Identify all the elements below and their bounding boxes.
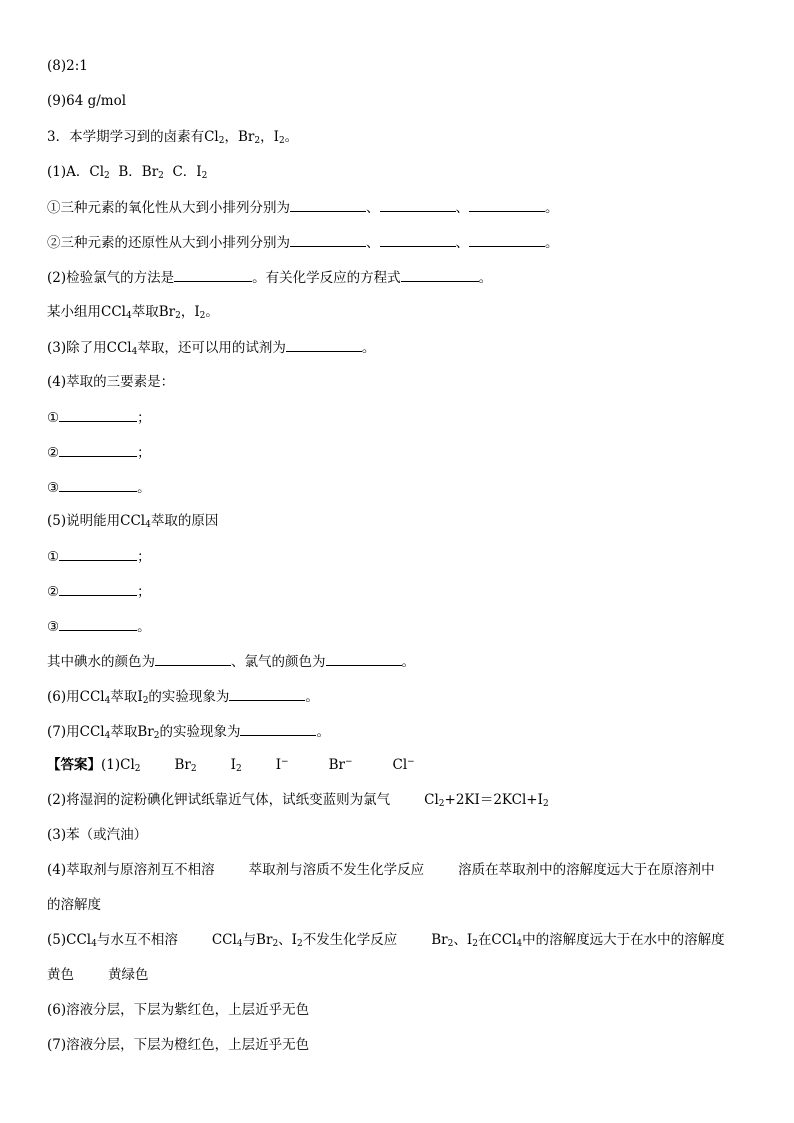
answer-8: (8)2:1 bbox=[47, 58, 88, 74]
question-3-intro: 3．本学期学习到的卤素有$Cl_2$，$Br_2$，$I_2$。 bbox=[47, 129, 299, 146]
answer-colors: 黄色 黄绿色 bbox=[47, 967, 149, 983]
answer-blank[interactable] bbox=[469, 197, 545, 212]
answer-blank[interactable] bbox=[59, 616, 137, 631]
part-5-item-1: ① ； bbox=[47, 546, 151, 567]
answer-blank[interactable] bbox=[59, 546, 137, 561]
answer-blank[interactable] bbox=[290, 197, 366, 212]
group-statement: 某小组用CCl$_4$萃取$Br_2$，$I_2$。 bbox=[47, 304, 219, 321]
question-3-part-1b: ②三种元素的还原性从大到小排列分别为 、 、 。 bbox=[47, 232, 559, 253]
answer-blank[interactable] bbox=[286, 337, 362, 352]
answer-part-2: (2)将湿润的淀粉碘化钾试纸靠近气体，试纸变蓝则为氯气 $Cl_2+2KI=2KCl+I_2$ bbox=[47, 792, 549, 809]
question-3-part-2: (2)检验氯气的方法是 。有关化学反应的方程式 。 bbox=[47, 267, 492, 288]
answer-blank[interactable] bbox=[155, 651, 231, 666]
part-5-item-3: ③ 。 bbox=[47, 616, 151, 637]
answer-blank[interactable] bbox=[401, 267, 479, 282]
question-3-part-7: (7)用CCl$_4$萃取$Br_2$的实验现象为 。 bbox=[47, 721, 330, 742]
answer-blank[interactable] bbox=[59, 407, 137, 422]
answer-blank[interactable] bbox=[326, 651, 402, 666]
answer-blank[interactable] bbox=[59, 477, 137, 492]
answer-blank[interactable] bbox=[380, 232, 456, 247]
answer-blank[interactable] bbox=[174, 267, 252, 282]
answer-part-7: (7)溶液分层，下层为橙红色，上层近乎无色 bbox=[47, 1037, 310, 1053]
part-5-item-2: ② ； bbox=[47, 581, 151, 602]
answer-part-3: (3)苯（或汽油） bbox=[47, 827, 148, 843]
color-question: 其中碘水的颜色为 、氯气的颜色为 。 bbox=[47, 651, 415, 672]
question-3-part-4: (4)萃取的三要素是： bbox=[47, 374, 175, 390]
part-4-item-1: ① ； bbox=[47, 407, 151, 428]
answer-9: (9)64 g/mol bbox=[47, 93, 127, 109]
part-4-item-3: ③ 。 bbox=[47, 477, 151, 498]
question-3-part-1a: ①三种元素的氧化性从大到小排列分别为 、 、 。 bbox=[47, 197, 559, 218]
answer-part-1: 【答案】$(1)Cl_2$ $Br_2$ $I_2$ I− Br− Cl− bbox=[47, 757, 415, 774]
answer-blank[interactable] bbox=[380, 197, 456, 212]
part-4-item-2: ② ； bbox=[47, 442, 151, 463]
question-3-part-6: (6)用CCl$_4$萃取$I_2$的实验现象为 。 bbox=[47, 686, 319, 707]
answer-blank[interactable] bbox=[290, 232, 366, 247]
answer-blank[interactable] bbox=[59, 442, 137, 457]
question-3-part-3: (3)除了用CCl$_4$萃取，还可以用的试剂为 。 bbox=[47, 337, 375, 358]
answer-part-4-cont: 的溶解度 bbox=[47, 897, 101, 913]
answer-blank[interactable] bbox=[240, 721, 316, 736]
question-3-part-5: (5)说明能用CCl$_4$萃取的原因 bbox=[47, 513, 219, 530]
answer-blank[interactable] bbox=[229, 686, 305, 701]
answer-part-5: (5)CCl$_4$与水互不相溶 CCl$_4$与$Br_2$、$I_2$不发生化学反应 $Br_2$、$I_2$在CCl$_4$中的溶解度远大于在水中的溶解度 bbox=[47, 932, 725, 949]
answer-blank[interactable] bbox=[59, 581, 137, 596]
answer-part-4: (4)萃取剂与原溶剂互不相溶 萃取剂与溶质不发生化学反应 溶质在萃取剂中的溶解度远大于在原溶剂中 bbox=[47, 862, 715, 878]
question-3-part-1-options: (1)A．$Cl_2$ B．$Br_2$ C．$I_2$ bbox=[47, 164, 208, 181]
answer-part-6: (6)溶液分层，下层为紫红色，上层近乎无色 bbox=[47, 1002, 310, 1018]
answer-blank[interactable] bbox=[469, 232, 545, 247]
